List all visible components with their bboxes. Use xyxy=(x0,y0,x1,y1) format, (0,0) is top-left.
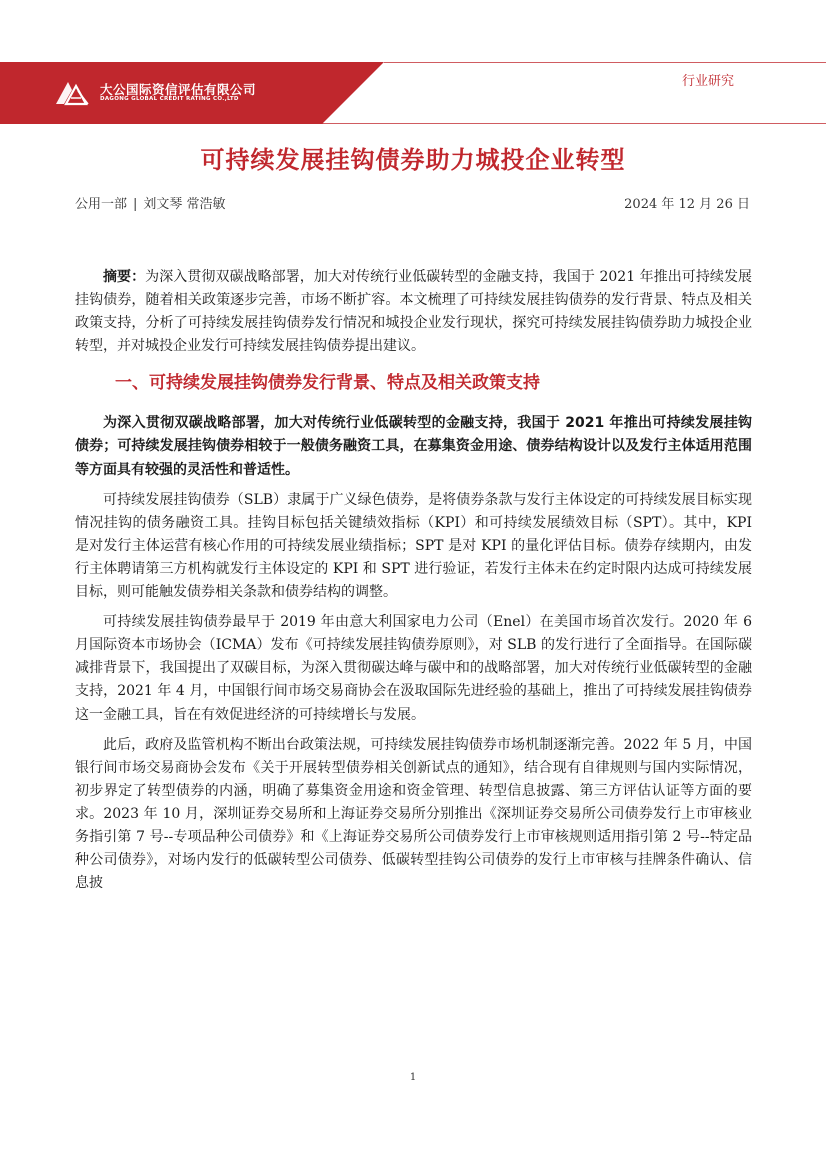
body-paragraph: 可持续发展挂钩债券（SLB）隶属于广义绿色债券，是将债券条款与发行主体设定的可持续发展目标实现情况挂钩的债务融资工具。挂钩目标包括关键绩效指标（KPI）和可持续发展绩效目标（SPT）。其中，KPI 是对发行主体运营有核心作用的可持续发展业绩指标；SPT 是对 KPI 的量化评估目标。债券存续期内，由发行主体聘请第三方机构就发行主体设定的 KPI 和 SPT 进行验证，若发行主体未在约定时限内达成可持续发展目标，则可能触发债券相关条款和债券结构的调整。 xyxy=(75,491,752,601)
author-line xyxy=(75,193,226,212)
meta-separator: | xyxy=(133,197,138,212)
page-number: 1 xyxy=(409,1072,417,1083)
abstract-text: 为深入贯彻双碳战略部署，加大对传统行业低碳转型的金融支持，我国于 2021 年推出可持续发展挂钩债券，随着相关政策逐步完善，市场不断扩容。本文梳理了可持续发展挂钩债券的发行背景、特点及相关政策支持，分析了可持续发展挂钩债券发行情况和城投企业发行现状，探究可持续发展挂钩债券助力城投企业转型，并对城投企业发行可持续发展挂钩债券提出建议。 xyxy=(75,269,752,355)
body-paragraph: 可持续发展挂钩债券最早于 2019 年由意大利国家电力公司（Enel）在美国市场首次发行。2020 年 6 月国际资本市场协会（ICMA）发布《可持续发展挂钩债券原则》，对 SLB 的发行进行了全面指导。在国际碳减排背景下，我国提出了双碳目标，为深入贯彻碳达峰与碳中和的战略部署，加大对传统行业低碳转型的金融支持，2021 年 4 月，中国银行间市场交易商协会在汲取国际先进经验的基础上，推出了可持续发展挂钩债券这一金融工具，旨在有效促进经济的可持续增长与发展。 xyxy=(75,614,752,723)
company-name-en: DAGONG GLOBAL CREDIT RATING CO.,LTD xyxy=(100,96,239,102)
authors: 刘文琴 常浩敏 xyxy=(143,197,226,212)
document-body xyxy=(75,266,752,902)
section-lead-paragraph: 为深入贯彻双碳战略部署，加大对传统行业低碳转型的金融支持，我国于 2021 年推出可持续发展挂钩债券；可持续发展挂钩债券相较于一般债务融资工具，在募集资金用途、债券结构设计以及发行主体适用范围等方面具有较强的灵活性和普适性。 xyxy=(75,415,752,478)
abstract-label: 摘要： xyxy=(103,269,146,285)
section-heading: 一、可持续发展挂钩债券发行背景、特点及相关政策支持 xyxy=(115,373,540,394)
report-date: 2024 年 12 月 26 日 xyxy=(624,197,750,212)
report-category: 行业研究 xyxy=(681,74,734,89)
body-paragraph: 此后，政府及监管机构不断出台政策法规，可持续发展挂钩债券市场机制逐渐完善。2022 年 5 月，中国银行间市场交易商协会发布《关于开展转型债券相关创新试点的通知》，结合现有自律规则与国内实际情况，初步界定了转型债券的内涵，明确了募集资金用途和资金管理、转型信息披露、第三方评估认证等方面的要求。2023 年 10 月，深圳证券交易所和上海证券交易所分别推出《深圳证券交易所公司债券发行上市审核业务指引第 7 号--专项品种公司债券》和《上海证券交易所公司债券发行上市审核规则适用指引第 2 号--特定品种公司债券》，对场内发行的低碳转型公司债券、低碳转型挂钩公司债券的发行上市审核与挂牌条件确认、信息披 xyxy=(75,736,752,892)
abstract-paragraph xyxy=(75,266,752,358)
page-title: 可持续发展挂钩债券助力城投企业转型 xyxy=(200,146,626,174)
company-name-cn: 大公国际资信评估有限公司 xyxy=(100,82,257,97)
company-logo-icon xyxy=(54,78,94,106)
department: 公用一部 xyxy=(75,197,128,212)
